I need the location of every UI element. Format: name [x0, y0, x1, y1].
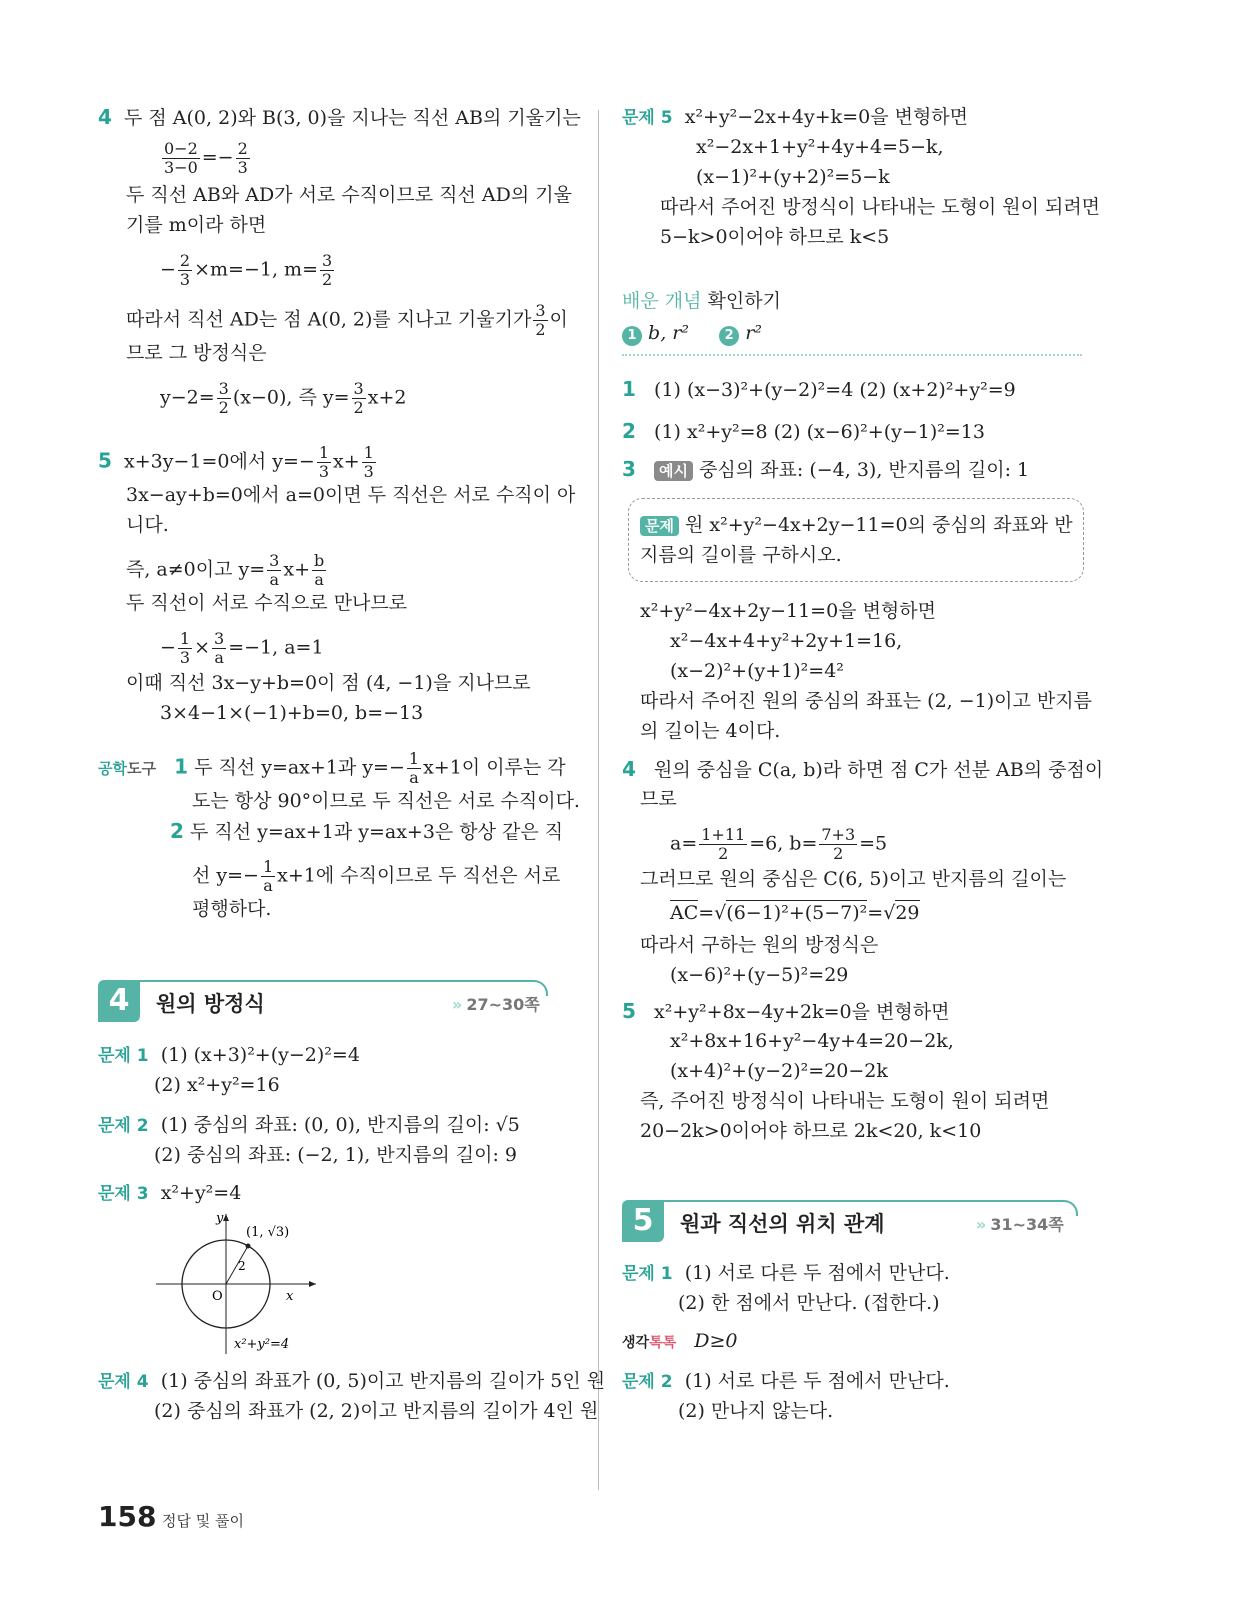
point-label: (1, √3): [246, 1225, 290, 1240]
s5-q2-line2: (2) 만나지 않는다.: [678, 1400, 834, 1422]
a4-line5: AC=√(6−1)²+(5−7)²=√29: [670, 902, 920, 924]
fraction: $\frac{7+3}{2}$: [821, 825, 856, 863]
chevron-right-icon: »: [976, 1215, 987, 1234]
concept-answers: 1 b, r² 2 r²: [622, 320, 762, 346]
s5-q1-line1: 문제 1 (1) 서로 다른 두 점에서 만난다.: [622, 1262, 950, 1284]
section-pages: » 27~30쪽: [452, 995, 540, 1014]
page-number: 158: [98, 1500, 157, 1533]
p5-line5: 두 직선이 서로 수직으로 만나므로: [126, 592, 408, 614]
a5-line3: (x+4)²+(y−2)²=20−2k: [670, 1060, 888, 1082]
section-4-header: [98, 980, 548, 1020]
a3-sol4: 따라서 주어진 원의 중심의 좌표는 (2, −1)이고 반지름: [640, 690, 1092, 712]
p4-line1: 4 두 점 A(0, 2)와 B(3, 0)을 지나는 직선 AB의 기울기는: [98, 105, 581, 129]
a4-line1: 4 원의 중심을 C(a, b)라 하면 점 C가 선분 AB의 중점이: [622, 757, 1104, 781]
section-pages: » 31~34쪽: [976, 1215, 1064, 1234]
a4-line6: 따라서 구하는 원의 방정식은: [640, 934, 879, 956]
p5-line3: 니다.: [126, 514, 169, 536]
fraction: $\frac{2}{3}$: [237, 139, 248, 177]
a3-sol2: x²−4x+4+y²+2y+1=16,: [670, 630, 903, 652]
fraction: $\frac{1}{3}$: [179, 629, 191, 667]
a4-line4: 그러므로 원의 중심은 C(6, 5)이고 반지름의 길이는: [640, 868, 1067, 890]
point: [246, 1244, 251, 1249]
q5-line3: (x−1)²+(y+2)²=5−k: [696, 166, 890, 188]
p4-line3: 두 직선 AB와 AD가 서로 수직이므로 직선 AD의 기울: [126, 184, 572, 206]
p4-eq: − $\frac{2}{3}$ ×m=−1, m= $\frac{3}{2}$: [160, 251, 333, 289]
a3-sol1: x²+y²−4x+2y−11=0을 변형하면: [640, 600, 936, 622]
circle-number-icon: 2: [719, 326, 739, 346]
a2-line: 2 (1) x²+y²=8 (2) (x−6)²+(y−1)²=13: [622, 419, 985, 443]
fraction: $\frac{3}{2}$: [535, 301, 546, 339]
q2-line1: 문제 2 (1) 중심의 좌표: (0, 0), 반지름의 길이: √5: [98, 1114, 520, 1136]
p5-line4: 즉, a≠0이고 y= $\frac{3}{a}$ x+ $\frac{b}{a}$: [126, 551, 325, 589]
x-axis-arrow: [309, 1281, 316, 1287]
q4-line2: (2) 중심의 좌표가 (2, 2)이고 반지름의 길이가 4인 원: [154, 1400, 599, 1422]
q5-line5: 5−k>0이어야 하므로 k<5: [660, 226, 890, 248]
p4-line7: 므로 그 방정식은: [126, 342, 267, 364]
tool-line3: 2 두 직선 y=ax+1과 y=ax+3은 항상 같은 직: [170, 819, 564, 843]
tool-line2: 도는 항상 90°이므로 두 직선은 서로 수직이다.: [192, 790, 580, 812]
a4-line3: a= $\frac{1+11}{2}$ =6, b= $\frac{7+3}{2}$ =5: [670, 825, 888, 863]
tool-line1: 공학도구 1 두 직선 y=ax+1과 y=− $\frac{1}{a}$ x+1이 이루는 각: [98, 749, 566, 787]
fraction: $\frac{2}{3}$: [179, 251, 191, 289]
fraction: $\frac{1}{3}$: [363, 443, 374, 481]
tool-line4: 선 y=− $\frac{1}{a}$ x+1에 수직이므로 두 직선은 서로: [192, 857, 561, 895]
origin-label: O: [212, 1289, 223, 1304]
column-divider: [598, 110, 599, 1490]
problem-badge: 문제: [640, 516, 679, 536]
fraction: $\frac{1+11}{2}$: [701, 825, 746, 863]
fraction: $\frac{0-2}{3-0}$: [164, 139, 198, 177]
chevron-right-icon: »: [452, 995, 463, 1014]
section-5-header: [622, 1200, 1082, 1240]
a4-line2: 므로: [640, 788, 677, 810]
problem-box: [628, 498, 1084, 582]
p5-line7: 이때 직선 3x−y+b=0이 점 (4, −1)을 지나므로: [126, 672, 531, 694]
circle-graph: [150, 1208, 320, 1358]
box-line2: 지름의 길이를 구하시오.: [640, 544, 842, 566]
q3-line1: 문제 3 x²+y²=4: [98, 1182, 242, 1204]
q5-line4: 따라서 주어진 방정식이 나타내는 도형이 원이 되려면: [660, 196, 1101, 218]
fraction: $\frac{3}{2}$: [218, 379, 229, 417]
y-axis-arrow: [223, 1214, 229, 1221]
think-line: 생각톡톡 D≥0: [622, 1330, 738, 1352]
a3-sol5: 의 길이는 4이다.: [640, 720, 781, 742]
tool-line5: 평행하다.: [192, 898, 272, 920]
q5-line1: 문제 5 x²+y²−2x+4y+k=0을 변형하면: [622, 106, 969, 128]
a3-line: 3 예시 중심의 좌표: (−4, 3), 반지름의 길이: 1: [622, 457, 1030, 481]
example-badge: 예시: [654, 461, 693, 481]
section-number: 5: [622, 1200, 664, 1242]
a5-line4: 즉, 주어진 방정식이 나타내는 도형이 원이 되려면: [640, 1090, 1050, 1112]
dotted-divider: [622, 354, 1082, 356]
a3-sol3: (x−2)²+(y+1)²=4²: [670, 660, 844, 682]
p4-line8: y−2= $\frac{3}{2}$ (x−0), 즉 y= $\frac{3}{2}$ x+2: [160, 379, 407, 417]
circle-equation-label: x²+y²=4: [234, 1337, 290, 1352]
p5-line6: − $\frac{1}{3}$ × $\frac{3}{a}$ =−1, a=1: [160, 629, 324, 667]
fraction: $\frac{1}{3}$: [318, 443, 329, 481]
think-tag: 생각톡톡: [622, 1335, 677, 1351]
p4-line6: 따라서 직선 AD는 점 A(0, 2)를 지나고 기울기가 $\frac{3}{2}$ 이: [126, 301, 568, 339]
y-label: y: [216, 1211, 224, 1226]
p4-slope: $\frac{0-2}{3-0}$ =− $\frac{2}{3}$: [164, 139, 248, 177]
section-number: 4: [98, 980, 140, 1022]
p5-line1: 5 x+3y−1=0에서 y=− $\frac{1}{3}$ x+ $\frac{1}{3}$: [98, 443, 374, 481]
fraction: $\frac{1}{a}$: [408, 749, 420, 787]
box-line1: 문제 원 x²+y²−4x+2y−11=0의 중심의 좌표와 반: [640, 512, 1073, 538]
section-title: 원과 직선의 위치 관계: [680, 1212, 885, 1236]
tool-tag: 공학도구: [98, 759, 156, 778]
p5-line2: 3x−ay+b=0에서 a=0이면 두 직선은 서로 수직이 아: [126, 484, 576, 506]
concept-heading: 배운 개념 확인하기: [622, 290, 781, 312]
p4-line4: 기를 m이라 하면: [126, 214, 267, 236]
q1-line2: (2) x²+y²=16: [154, 1074, 280, 1096]
radius-label: 2: [238, 1259, 246, 1273]
fraction: $\frac{3}{2}$: [353, 379, 364, 417]
p5-line8: 3×4−1×(−1)+b=0, b=−13: [160, 702, 424, 724]
q5-line2: x²−2x+1+y²+4y+4=5−k,: [696, 136, 944, 158]
q2-line2: (2) 중심의 좌표: (−2, 1), 반지름의 길이: 9: [154, 1144, 517, 1166]
a5-line5: 20−2k>0이어야 하므로 2k<20, k<10: [640, 1120, 982, 1142]
section-title: 원의 방정식: [156, 992, 265, 1016]
a4-line7: (x−6)²+(y−5)²=29: [670, 964, 849, 986]
fraction: $\frac{3}{a}$: [269, 551, 280, 589]
a1-line: 1 (1) (x−3)²+(y−2)²=4 (2) (x+2)²+y²=9: [622, 377, 1016, 401]
fraction: $\frac{b}{a}$: [314, 551, 325, 589]
fraction: $\frac{3}{2}$: [322, 251, 333, 289]
x-label: x: [286, 1289, 294, 1304]
s5-q2-line1: 문제 2 (1) 서로 다른 두 점에서 만난다.: [622, 1370, 950, 1392]
a5-line2: x²+8x+16+y²−4y+4=20−2k,: [670, 1030, 954, 1052]
q1-line1: 문제 1 (1) (x+3)²+(y−2)²=4: [98, 1044, 360, 1066]
fraction: $\frac{1}{a}$: [262, 857, 274, 895]
footer-label: 정답 및 풀이: [162, 1512, 244, 1530]
fraction: $\frac{3}{a}$: [214, 629, 225, 667]
s5-q1-line2: (2) 한 점에서 만난다. (접한다.): [678, 1292, 940, 1314]
circle-number-icon: 1: [622, 326, 642, 346]
q4-line1: 문제 4 (1) 중심의 좌표가 (0, 5)이고 반지름의 길이가 5인 원: [98, 1370, 606, 1392]
a5-line1: 5 x²+y²+8x−4y+2k=0을 변형하면: [622, 999, 950, 1023]
